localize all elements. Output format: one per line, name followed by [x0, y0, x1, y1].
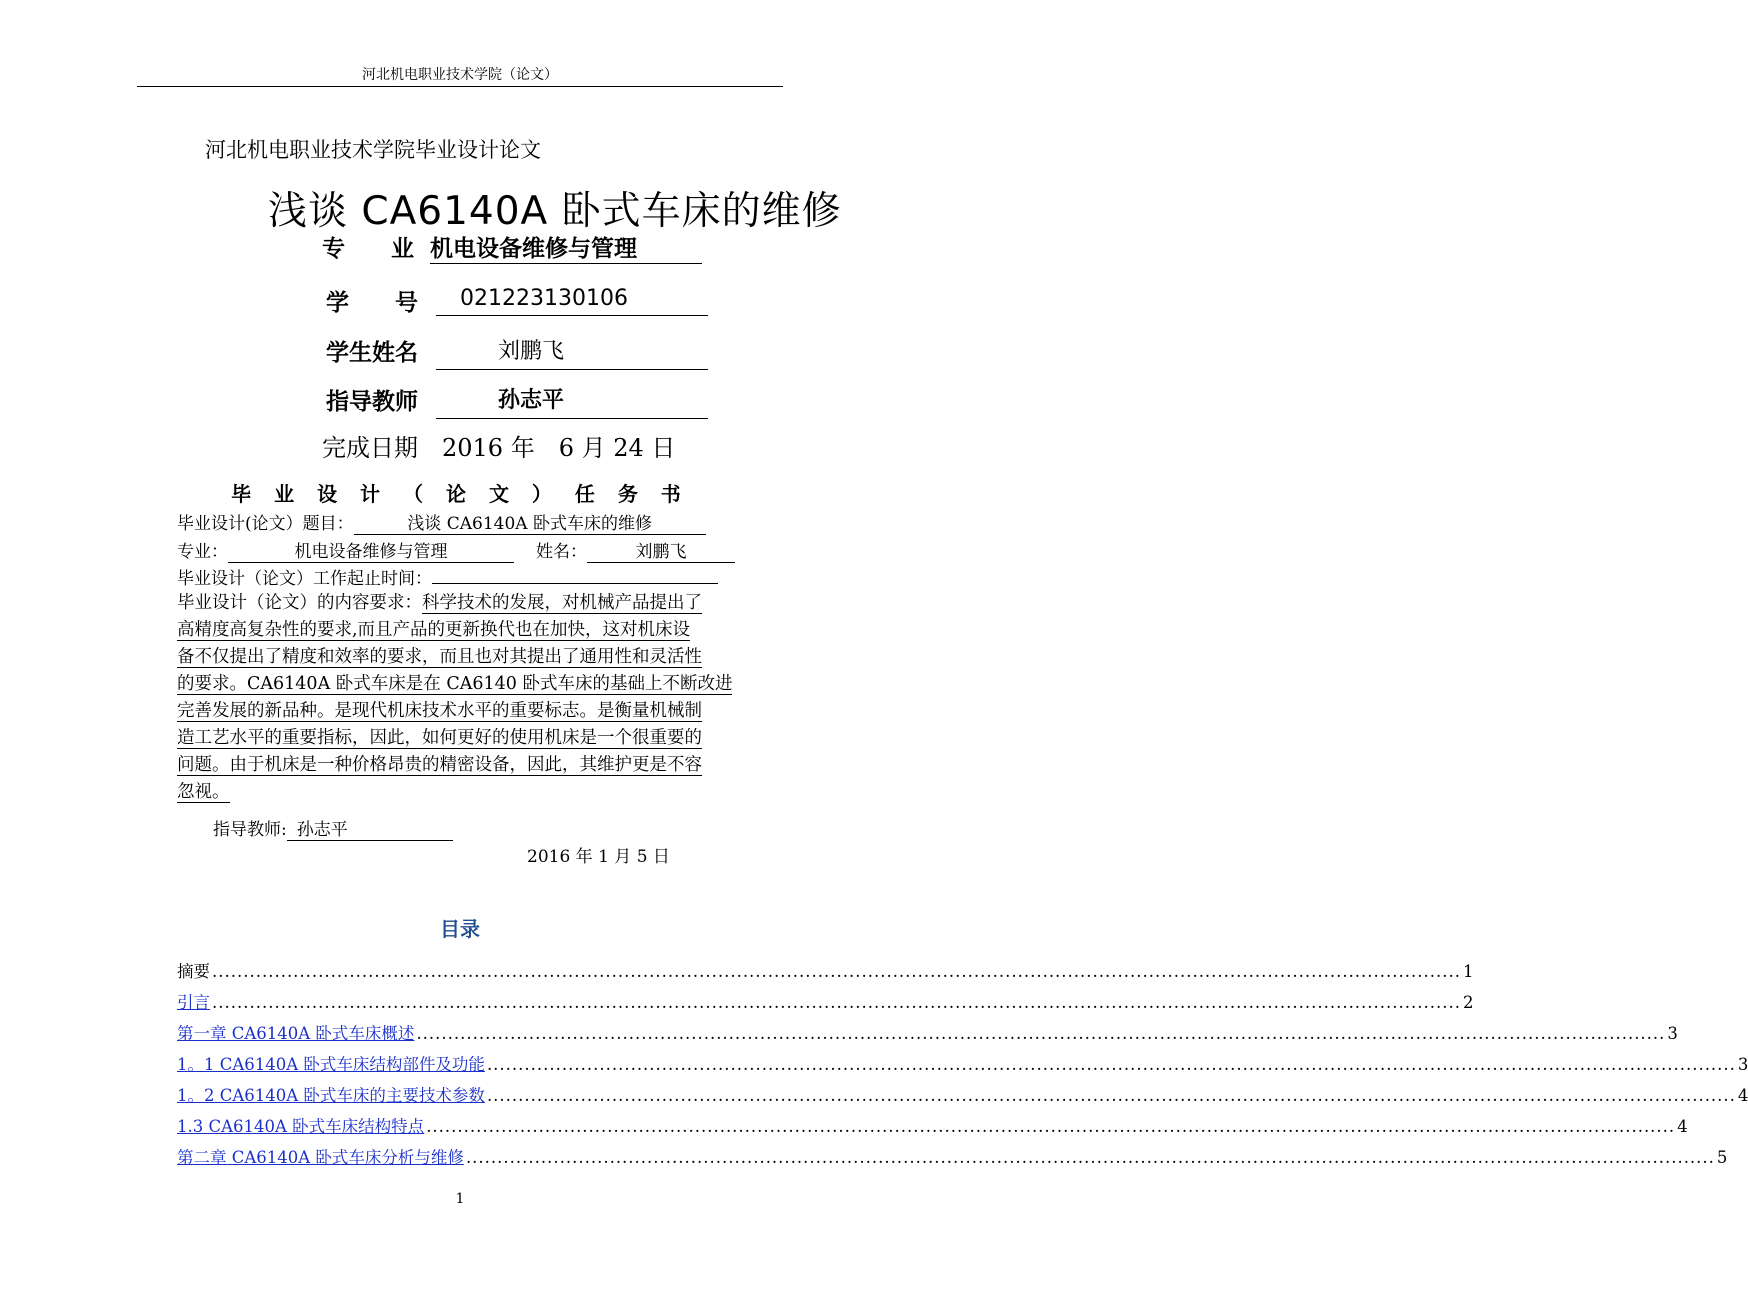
toc-entry-link[interactable]: 第一章 CA6140A 卧式车床概述	[177, 1024, 415, 1043]
toc-entry-link[interactable]: 1.3 CA6140A 卧式车床结构特点	[177, 1117, 425, 1136]
task-advisor-value: 孙志平	[287, 815, 453, 841]
toc-page: 1	[1462, 962, 1474, 981]
major-line: 专业： 机电设备维修与管理 姓名： 刘鹏飞	[177, 537, 735, 563]
toc-leader: ........................................................................................................................................................................................................	[212, 993, 1461, 1012]
toc-leader: ........................................................................................................................................................................................................	[426, 1117, 1676, 1136]
toc-page: 2	[1462, 993, 1474, 1012]
task-heading: 毕 业 设 计 （ 论 文 ） 任 务 书	[231, 482, 689, 506]
thesis-title: 浅谈 CA6140A 卧式车床的维修	[268, 189, 842, 234]
toc-entry-link[interactable]: 1。1 CA6140A 卧式车床结构部件及功能	[177, 1055, 485, 1074]
toc-entry[interactable]	[177, 958, 1474, 982]
toc-leader: ........................................................................................................................................................................................................	[486, 1086, 1736, 1105]
task-advisor-line: 指导教师: 孙志平	[213, 815, 453, 841]
task-date: 2016 年 1 月 5 日	[527, 847, 670, 867]
toc-page: 3	[1737, 1055, 1748, 1074]
toc-entry[interactable]	[177, 1082, 1748, 1106]
clipped-major-text: 专 业 机电设备维修与管理	[322, 230, 702, 264]
header-rule	[137, 86, 783, 87]
page-number: 1	[455, 1191, 465, 1207]
toc-leader: ........................................................................................................................................................................................................	[486, 1055, 1736, 1074]
toc-entry-link[interactable]: 引言	[177, 993, 210, 1012]
student-name-value: 刘鹏飞	[436, 334, 708, 370]
student-name-label: 学生姓名	[326, 340, 418, 366]
content-requirements: 毕业设计（论文）的内容要求：科学技术的发展，对机械产品提出了 高精度高复杂性的要求,而且产品的更新换代也在加快，这对机床设 备不仅提出了精度和效率的要求，而且也对其提出了通用性和灵活性 的要求。CA6140A 卧式车床是在 CA6140 卧式车床的基础上不断改进 完善发展的新品种。是现代机床技术水平的重要标志。是衡量机械制 造工艺水平的重要指标，因此，如何更好的使用机床是一个很重要的 问题。由于机床是一种价格昂贵的精密设备，因此，其维护更是不容 忽视。	[177, 593, 733, 802]
major-value: 机电设备维修与管理	[228, 537, 514, 563]
toc-entry-link[interactable]: 1。2 CA6140A 卧式车床的主要技术参数	[177, 1086, 485, 1105]
toc-entry[interactable]	[177, 1020, 1678, 1044]
running-header: 河北机电职业技术学院（论文）	[362, 67, 558, 83]
toc-title: 目录	[440, 917, 480, 941]
toc-entry[interactable]	[177, 989, 1474, 1013]
college-line: 河北机电职业技术学院毕业设计论文	[205, 138, 541, 162]
toc-entry[interactable]	[177, 1144, 1728, 1168]
toc-entry[interactable]	[177, 1051, 1748, 1075]
toc-page: 3	[1667, 1024, 1678, 1043]
toc-entry-link[interactable]: 第二章 CA6140A 卧式车床分析与维修	[177, 1148, 464, 1167]
toc-page: 4	[1677, 1117, 1688, 1136]
toc-page: 4	[1737, 1086, 1748, 1105]
toc-leader: ........................................................................................................................................................................................................	[416, 1024, 1666, 1043]
period-line: 毕业设计（论文）工作起止时间：	[177, 564, 718, 589]
clipped-major-line	[322, 236, 712, 266]
advisor-label: 指导教师	[326, 389, 418, 415]
student-id-value: 021223130106	[436, 286, 708, 316]
toc-leader: ........................................................................................................................................................................................................	[212, 962, 1461, 981]
toc-page: 5	[1716, 1148, 1728, 1167]
topic-line: 毕业设计(论文）题目： 浅谈 CA6140A 卧式车床的维修	[177, 509, 706, 535]
advisor-value: 孙志平	[436, 383, 708, 419]
topic-value: 浅谈 CA6140A 卧式车床的维修	[354, 509, 706, 535]
toc-leader: ........................................................................................................................................................................................................	[465, 1148, 1715, 1167]
student-id-label: 学 号	[326, 290, 418, 316]
toc-entry-text[interactable]: 摘要	[177, 962, 210, 981]
name-value: 刘鹏飞	[587, 537, 735, 563]
period-value	[432, 564, 718, 584]
toc-entry[interactable]	[177, 1113, 1688, 1137]
completion-date: 完成日期 2016 年 6 月 24 日	[322, 434, 676, 462]
